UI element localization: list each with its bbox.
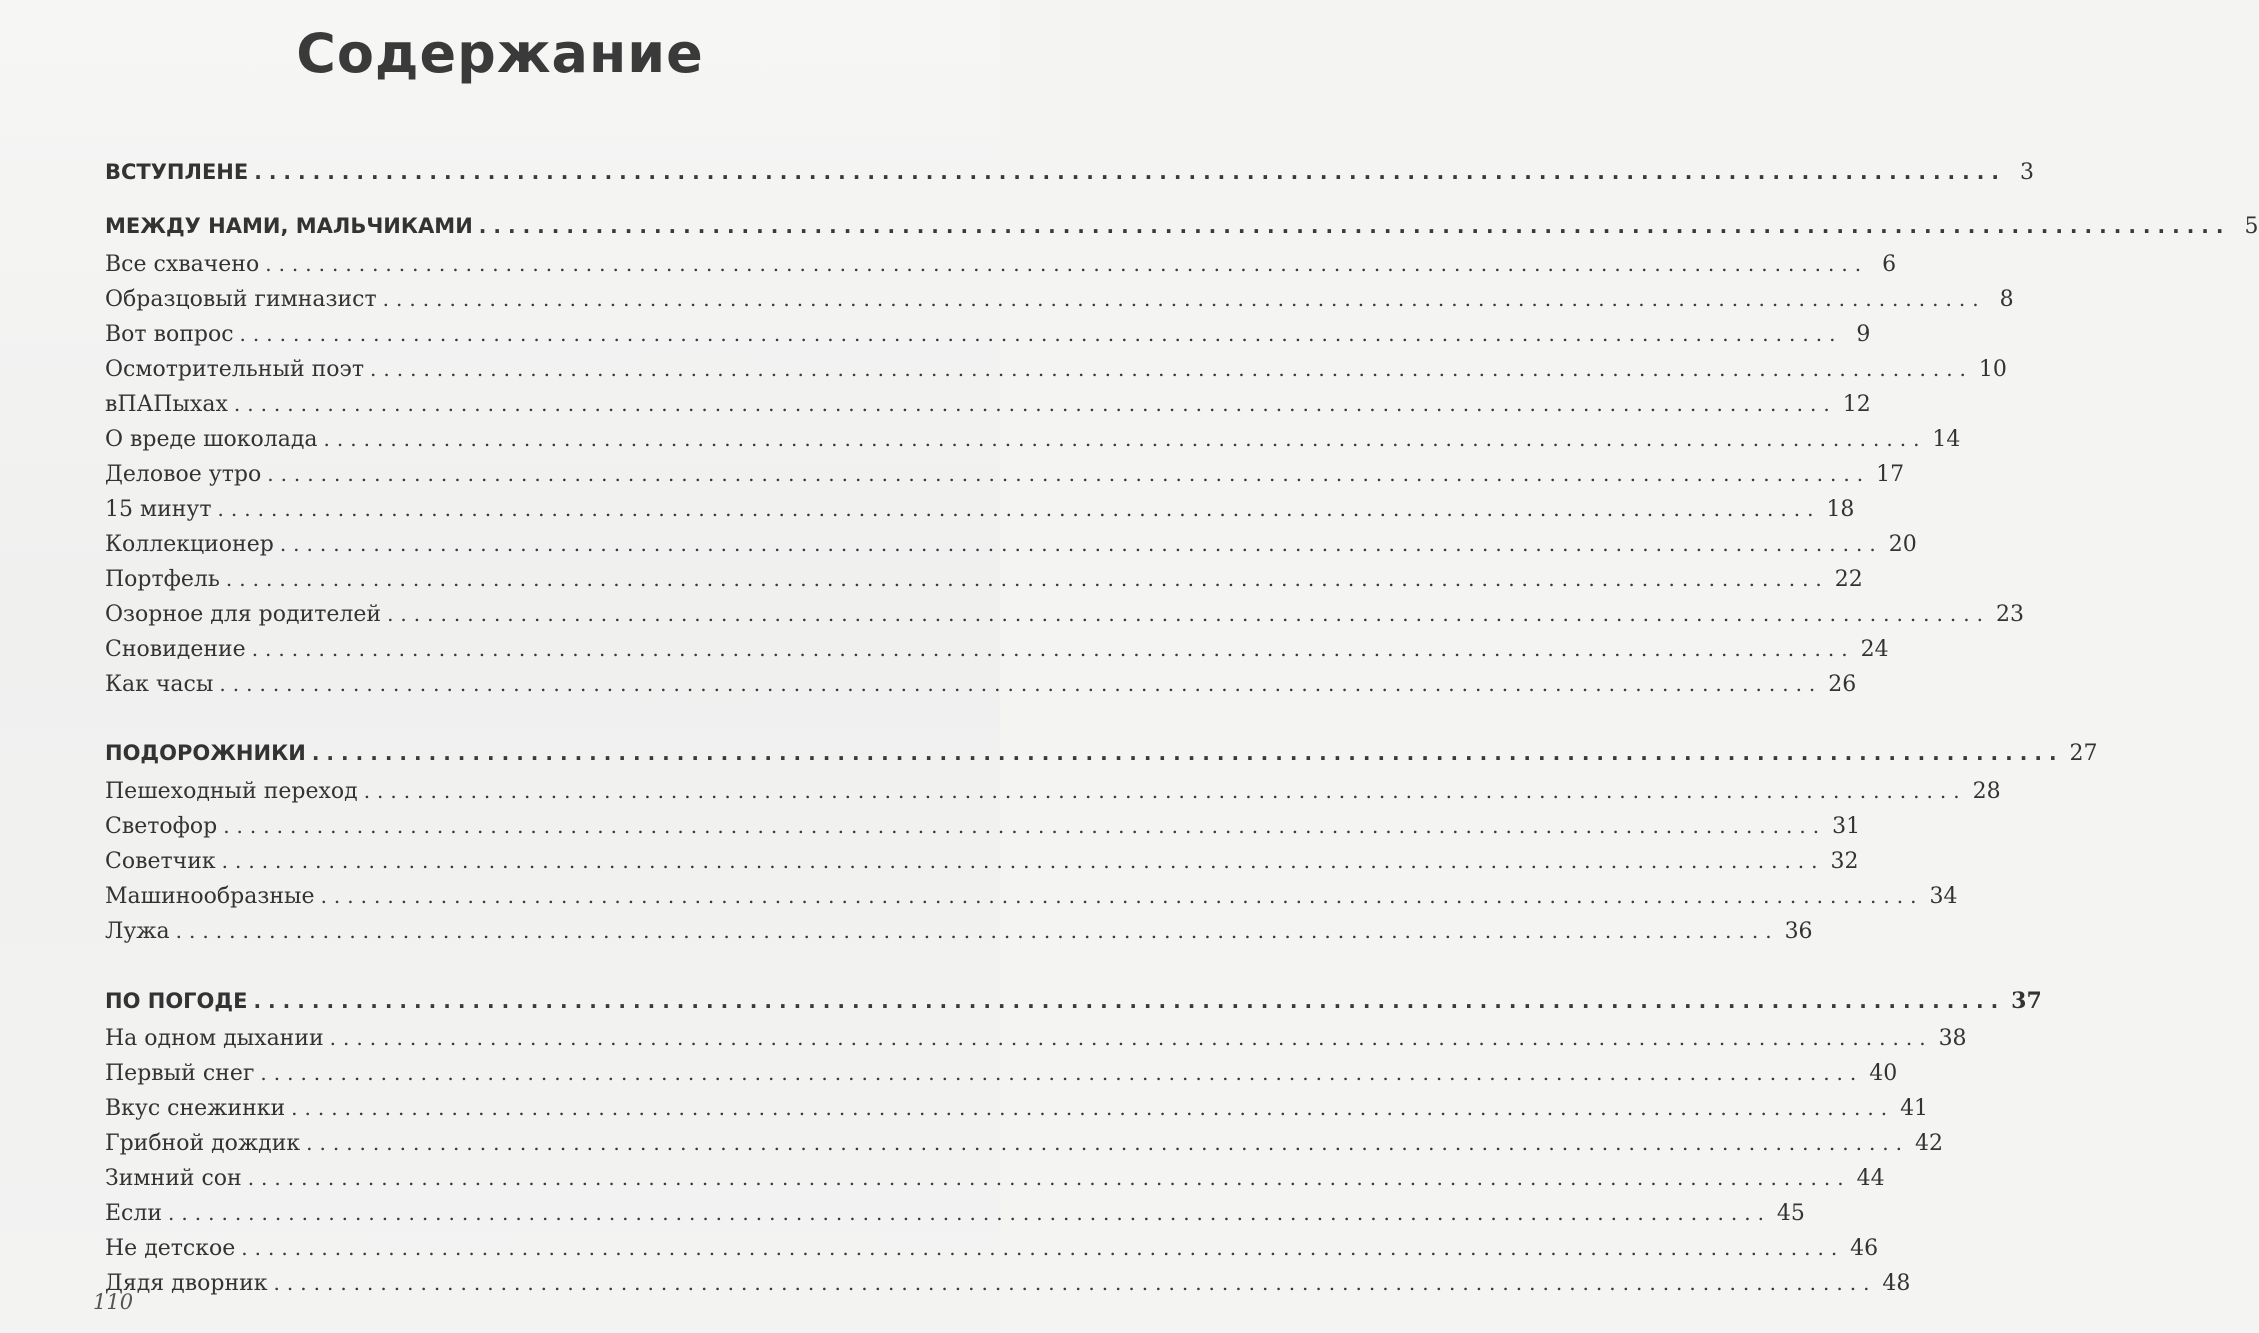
toc-page-number: 18 xyxy=(1826,497,1855,522)
toc-entry xyxy=(105,1201,1805,1236)
toc-entry-title: На одном дыхании xyxy=(105,1026,324,1051)
toc-page-number: 45 xyxy=(1776,1201,1805,1226)
toc-leader-dots: ........................................................................................................................ xyxy=(267,462,1871,486)
toc-leader-dots: ........................................................................................................................ xyxy=(223,814,1827,838)
toc-entry xyxy=(105,322,1871,357)
toc-leader-dots: ........................................................................................................................ xyxy=(168,1201,1771,1225)
toc-leader-dots: ........................................................................................................................ xyxy=(363,779,1967,803)
toc-entry xyxy=(105,567,1863,602)
toc-section xyxy=(105,214,2259,252)
toc-entry xyxy=(105,849,1859,884)
toc-leader-dots: ........................................................................................................................ xyxy=(382,287,1986,311)
toc-leader-dots: ........................................................................................................................ xyxy=(311,741,2064,765)
toc-leader-dots: ........................................................................................................................ xyxy=(279,532,1883,556)
toc-leader-dots: ........................................................................................................................ xyxy=(291,1096,1895,1120)
toc-entry-title: вПАПыхах xyxy=(105,392,228,417)
toc-page-number: 46 xyxy=(1850,1236,1879,1261)
toc-page-number: 10 xyxy=(1978,357,2007,382)
toc-entry xyxy=(105,919,1813,954)
toc-entry-title: Дядя дворник xyxy=(105,1271,268,1296)
toc-page-number: 12 xyxy=(1842,392,1871,417)
toc-page-number: 38 xyxy=(1938,1026,1967,1051)
toc-entry-title: Вкус снежинки xyxy=(105,1096,286,1121)
toc-entry-title: Машинообразные xyxy=(105,884,315,909)
toc-entry-title: Советчик xyxy=(105,849,216,874)
toc-entry xyxy=(105,1026,1967,1061)
toc-page-number: 27 xyxy=(2069,741,2098,766)
toc-entry xyxy=(105,392,1871,427)
toc-leader-dots: ........................................................................................................................ xyxy=(233,392,1837,416)
toc-leader-dots: ........................................................................................................................ xyxy=(225,567,1829,591)
toc-entry-title: Если xyxy=(105,1201,163,1226)
toc-page-number: 5 xyxy=(2244,214,2259,239)
toc-entry xyxy=(105,1236,1879,1271)
toc-entry-title: Зимний сон xyxy=(105,1166,242,1191)
toc-entry xyxy=(105,357,2007,392)
toc-page-number: 48 xyxy=(1882,1271,1911,1296)
toc-entry-title: Пешеходный переход xyxy=(105,779,358,804)
toc-page-number: 34 xyxy=(1929,884,1958,909)
toc-entry-title: Деловое утро xyxy=(105,462,262,487)
toc-entry xyxy=(105,672,1857,707)
toc-entry xyxy=(105,1271,1911,1306)
toc-entry-title: Светофор xyxy=(105,814,218,839)
toc-page-number: 32 xyxy=(1830,849,1859,874)
toc-entry xyxy=(105,1166,1885,1201)
toc-leader-dots: ........................................................................................................................ xyxy=(254,160,2006,184)
toc-page-number: 8 xyxy=(1999,287,2014,312)
toc-leader-dots: ........................................................................................................................ xyxy=(239,322,1843,346)
toc-leader-dots: ........................................................................................................................ xyxy=(387,602,1990,626)
toc-entry-title: Озорное для родителей xyxy=(105,602,382,627)
toc-section-title: МЕЖДУ НАМИ, МАЛЬЧИКАМИ xyxy=(105,214,473,238)
toc-entry xyxy=(105,814,1861,849)
toc-page-number: 22 xyxy=(1834,567,1863,592)
toc-leader-dots: ........................................................................................................................ xyxy=(253,989,2006,1013)
toc-section xyxy=(105,160,2034,198)
toc-entry xyxy=(105,637,1889,672)
toc-page-number: 14 xyxy=(1932,427,1961,452)
toc-entry-title: Коллекционер xyxy=(105,532,274,557)
table-of-contents xyxy=(105,160,2259,1306)
toc-entry xyxy=(105,427,1961,462)
toc-page-number: 23 xyxy=(1995,602,2024,627)
toc-entry xyxy=(105,497,1855,532)
toc-entry-title: Не детское xyxy=(105,1236,236,1261)
toc-leader-dots: ........................................................................................................................ xyxy=(219,672,1823,696)
toc-entry-title: 15 минут xyxy=(105,497,212,522)
toc-leader-dots: ........................................................................................................................ xyxy=(323,427,1927,451)
toc-page-number: 17 xyxy=(1876,462,1905,487)
toc-page-number: 44 xyxy=(1856,1166,1885,1191)
toc-leader-dots: ........................................................................................................................ xyxy=(329,1026,1933,1050)
toc-leader-dots: ........................................................................................................................ xyxy=(306,1131,1910,1155)
toc-entry xyxy=(105,602,2024,637)
toc-page-number: 40 xyxy=(1869,1061,1898,1086)
toc-leader-dots: ........................................................................................................................ xyxy=(260,1061,1864,1085)
toc-entry xyxy=(105,287,2014,322)
toc-page-number: 42 xyxy=(1915,1131,1944,1156)
toc-page-number: 6 xyxy=(1882,252,1897,277)
toc-entry-title: Портфель xyxy=(105,567,220,592)
toc-page-number: 3 xyxy=(2019,160,2034,185)
toc-leader-dots: ........................................................................................................................ xyxy=(320,884,1924,908)
toc-entry-title: Вот вопрос xyxy=(105,322,234,347)
toc-entry xyxy=(105,462,1905,497)
folio-page-number: 110 xyxy=(93,1290,134,1314)
toc-page-number: 28 xyxy=(1972,779,2001,804)
toc-entry xyxy=(105,1096,1929,1131)
toc-page-number: 31 xyxy=(1832,814,1861,839)
toc-entry-title: Первый снег xyxy=(105,1061,255,1086)
toc-entry xyxy=(105,252,1897,287)
toc-entry xyxy=(105,884,1958,919)
toc-entry-title: Все схвачено xyxy=(105,252,260,277)
toc-page-number: 9 xyxy=(1856,322,1871,347)
toc-section-title: ВСТУПЛЕНЕ xyxy=(105,160,249,184)
toc-page-number: 36 xyxy=(1784,919,1813,944)
toc-entry xyxy=(105,1131,1944,1166)
toc-leader-dots: ........................................................................................................................ xyxy=(247,1166,1851,1190)
toc-section-title: ПО ПОГОДЕ xyxy=(105,989,248,1013)
toc-entry xyxy=(105,1061,1898,1096)
toc-leader-dots: ........................................................................................................................ xyxy=(251,637,1855,661)
toc-section-title: ПОДОРОЖНИКИ xyxy=(105,741,306,765)
toc-section xyxy=(105,741,2098,779)
toc-entry xyxy=(105,779,2001,814)
toc-leader-dots: ........................................................................................................................ xyxy=(175,919,1779,943)
toc-entry xyxy=(105,532,1917,567)
toc-page-number: 20 xyxy=(1888,532,1917,557)
toc-leader-dots: ........................................................................................................................ xyxy=(217,497,1821,521)
toc-entry-title: Образцовый гимназист xyxy=(105,287,377,312)
toc-leader-dots: ........................................................................................................................ xyxy=(273,1271,1877,1295)
toc-entry-title: Лужа xyxy=(105,919,170,944)
toc-entry-title: Как часы xyxy=(105,672,214,697)
toc-leader-dots: ........................................................................................................................ xyxy=(370,357,1973,381)
toc-section xyxy=(105,988,2042,1026)
page-title: Содержание xyxy=(296,22,704,85)
toc-page-number: 41 xyxy=(1900,1096,1929,1121)
toc-leader-dots: ........................................................................................................................ xyxy=(265,252,1869,276)
toc-leader-dots: ........................................................................................................................ xyxy=(241,1236,1845,1260)
toc-entry-title: О вреде шоколада xyxy=(105,427,318,452)
toc-leader-dots: ........................................................................................................................ xyxy=(221,849,1825,873)
toc-entry-title: Осмотрительный поэт xyxy=(105,357,365,382)
toc-page-number: 37 xyxy=(2011,988,2042,1014)
toc-entry-title: Грибной дождик xyxy=(105,1131,301,1156)
toc-page-number: 24 xyxy=(1860,637,1889,662)
toc-entry-title: Сновидение xyxy=(105,637,246,662)
toc-page-number: 26 xyxy=(1828,672,1857,697)
toc-leader-dots: ........................................................................................................................ xyxy=(478,214,2231,238)
